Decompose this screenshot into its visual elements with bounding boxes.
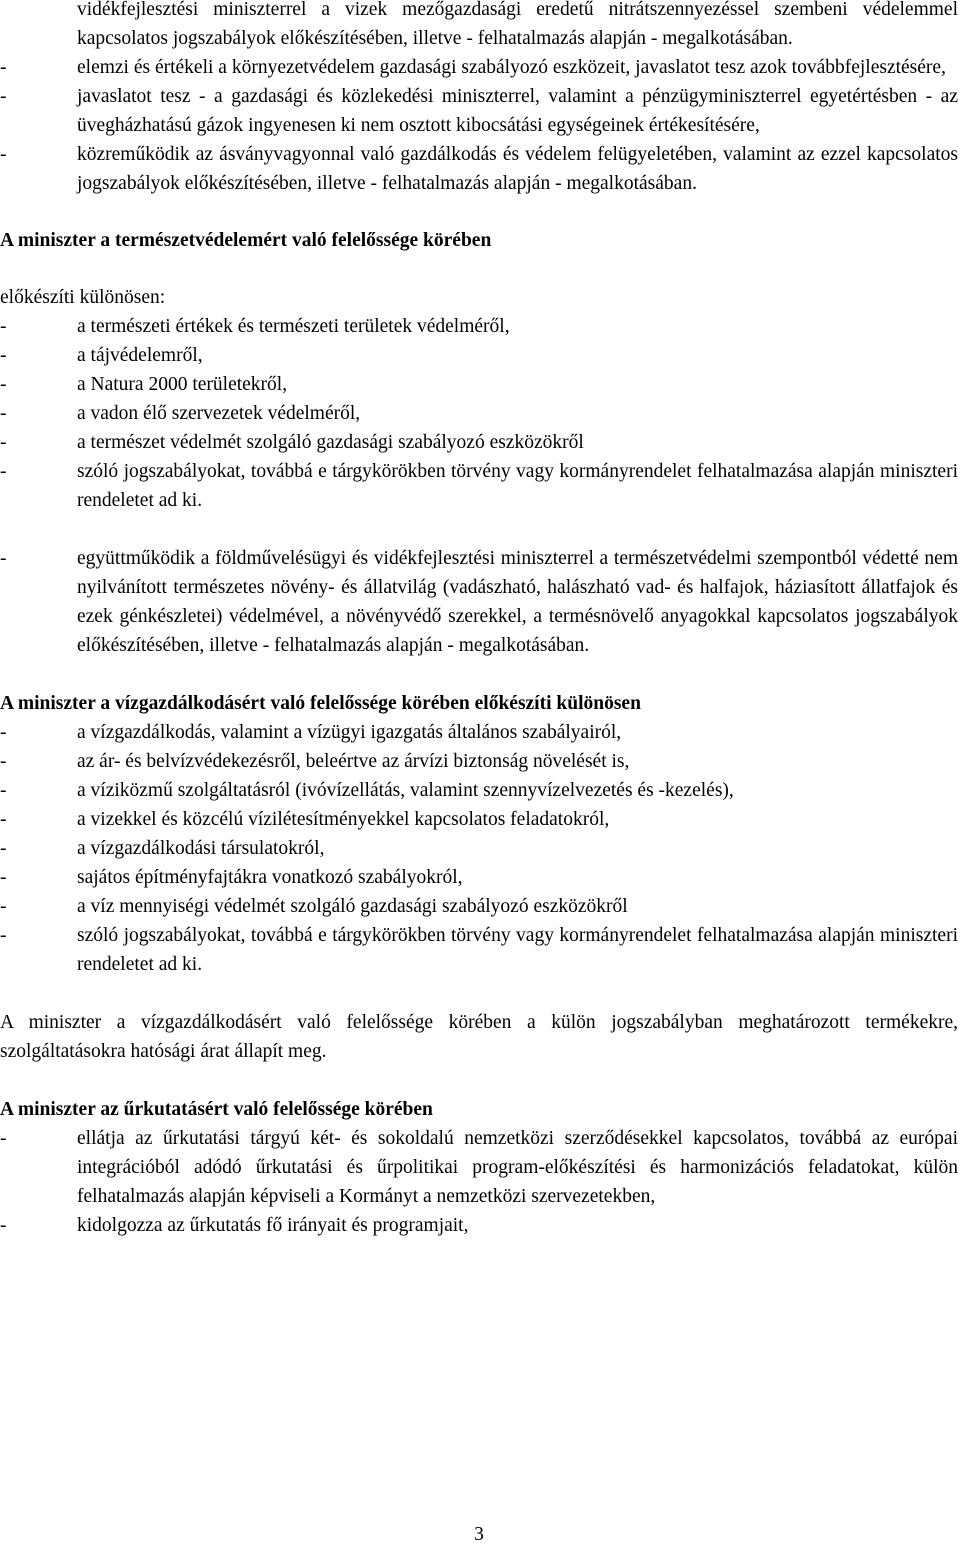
list-item — [0, 892, 958, 921]
bullet-dash: - — [0, 548, 7, 569]
list-item — [0, 370, 958, 399]
bullet-dash: - — [0, 86, 7, 107]
bullet-dash: - — [0, 838, 7, 859]
bullet-dash: - — [0, 925, 7, 946]
water-pricing-paragraph: A miniszter a vízgazdálkodásért való felelőssége körében a külön jogszabályban meghatározott termékekre, szolgáltatásokra hatósági árat állapít meg. — [0, 1012, 958, 1062]
intro-continuation: vidékfejlesztési miniszterrel a vizek mezőgazdasági eredetű nitrátszennyezéssel szembeni védelemmel kapcsolatos jogszabályok előkészítésében, illetve - felhatalmazás alapján - megalkotásában. — [77, 0, 958, 49]
bullet-dash: - — [0, 57, 7, 78]
list-item — [0, 805, 958, 834]
list-item — [0, 834, 958, 863]
list-item — [0, 312, 958, 341]
list-item-text: a tájvédelemről, — [77, 345, 203, 366]
bullet-dash: - — [0, 432, 7, 453]
list-item-text: a természet védelmét szolgáló gazdasági szabályozó eszközökről — [77, 432, 584, 453]
list-item-text: a vizekkel és közcélú vízilétesítményekkel kapcsolatos feladatokról, — [77, 809, 610, 830]
bullet-dash: - — [0, 345, 7, 366]
bullet-dash: - — [0, 809, 7, 830]
bullet-dash: - — [0, 461, 7, 482]
list-item — [0, 428, 958, 457]
list-item — [0, 544, 958, 660]
page-number: 3 — [474, 1524, 484, 1545]
list-item-text: a víz mennyiségi védelmét szolgáló gazdasági szabályozó eszközökről — [77, 896, 628, 917]
list-item — [0, 399, 958, 428]
section-heading-space: A miniszter az űrkutatásért való felelőssége körében — [0, 1099, 433, 1120]
bullet-dash: - — [0, 896, 7, 917]
list-item-text: ellátja az űrkutatási tárgyú két- és sokoldalú nemzetközi szerződésekkel kapcsolatos, továbbá az európai integrációból adódó űrkutatási és űrpolitikai program-előkészítési és harmonizációs feladatokat, külön felhatalmazás alapján képviseli a Kormányt a nemzetközi szervezetekben, — [77, 1128, 958, 1207]
intro-list — [0, 53, 958, 198]
list-item-text: a vízgazdálkodás, valamint a vízügyi igazgatás általános szabályairól, — [77, 722, 622, 743]
bullet-dash: - — [0, 780, 7, 801]
list-item-text: az ár- és belvízvédekezésről, beleértve az árvízi biztonság növelését is, — [77, 751, 630, 772]
list-item-text: szóló jogszabályokat, továbbá e tárgykörökben törvény vagy kormányrendelet felhatalmazása alapján miniszteri rendeletet ad ki. — [77, 925, 958, 975]
nature-lead: előkészíti különösen: — [0, 287, 166, 308]
list-item — [0, 341, 958, 370]
water-list — [0, 718, 958, 979]
list-item — [0, 921, 958, 979]
list-item — [0, 863, 958, 892]
list-item — [0, 82, 958, 140]
list-item-text: javaslatot tesz - a gazdasági és közlekedési miniszterrel, valamint a pénzügyminiszterrel egyetértésben - az üvegházhatású gázok ingyenesen ki nem osztott kibocsátási egységeinek értékesítésére, — [77, 86, 958, 136]
bullet-dash: - — [0, 722, 7, 743]
list-item — [0, 718, 958, 747]
list-item-text: a víziközmű szolgáltatásról (ivóvízellátás, valamint szennyvízelvezetés és -kezelés), — [77, 780, 734, 801]
bullet-dash: - — [0, 374, 7, 395]
list-item-text: a vadon élő szervezetek védelméről, — [77, 403, 361, 424]
list-item-text: a természeti értékek és természeti területek védelméről, — [77, 316, 510, 337]
list-item-text: elemzi és értékeli a környezetvédelem gazdasági szabályozó eszközeit, javaslatot tesz azok továbbfejlesztésére, — [77, 57, 946, 78]
bullet-dash: - — [0, 1215, 7, 1236]
list-item — [0, 53, 958, 82]
bullet-dash: - — [0, 751, 7, 772]
list-item — [0, 776, 958, 805]
list-item — [0, 457, 958, 515]
list-item-text: szóló jogszabályokat, továbbá e tárgykörökben törvény vagy kormányrendelet felhatalmazása alapján miniszteri rendeletet ad ki. — [77, 461, 958, 511]
list-item-text: együttműködik a földművelésügyi és vidékfejlesztési miniszterrel a természetvédelmi szempontból védetté nem nyilvánított természetes növény- és állatvilág (vadászható, halászható vad- és halfajok, háziasított állatfajok és ezek génkészletei) védelmével, a növényvédő szerekkel, a termésnövelő anyagokkal kapcsolatos jogszabályok előkészítésében, illetve - felhatalmazás alapján - megalkotásában. — [77, 548, 958, 656]
bullet-dash: - — [0, 403, 7, 424]
bullet-dash: - — [0, 867, 7, 888]
bullet-dash: - — [0, 1128, 7, 1149]
section-heading-nature: A miniszter a természetvédelemért való felelőssége körében — [0, 230, 492, 251]
space-list — [0, 1124, 958, 1240]
list-item-text: közreműködik az ásványvagyonnal való gazdálkodás és védelem felügyeletében, valamint az ezzel kapcsolatos jogszabályok előkészítésében, illetve - felhatalmazás alapján - megalkotásában. — [77, 144, 958, 194]
list-item-text: sajátos építményfajtákra vonatkozó szabályokról, — [77, 867, 463, 888]
list-item — [0, 1211, 958, 1240]
list-item — [0, 1124, 958, 1211]
list-item — [0, 747, 958, 776]
list-item-text: a Natura 2000 területekről, — [77, 374, 288, 395]
section-heading-water: A miniszter a vízgazdálkodásért való felelőssége körében előkészíti különösen — [0, 693, 641, 714]
nature-extra-list — [0, 544, 958, 660]
nature-list — [0, 312, 958, 515]
bullet-dash: - — [0, 316, 7, 337]
list-item — [0, 140, 958, 198]
list-item-text: a vízgazdálkodási társulatokról, — [77, 838, 325, 859]
bullet-dash: - — [0, 144, 7, 165]
list-item-text: kidolgozza az űrkutatás fő irányait és programjait, — [77, 1215, 469, 1236]
